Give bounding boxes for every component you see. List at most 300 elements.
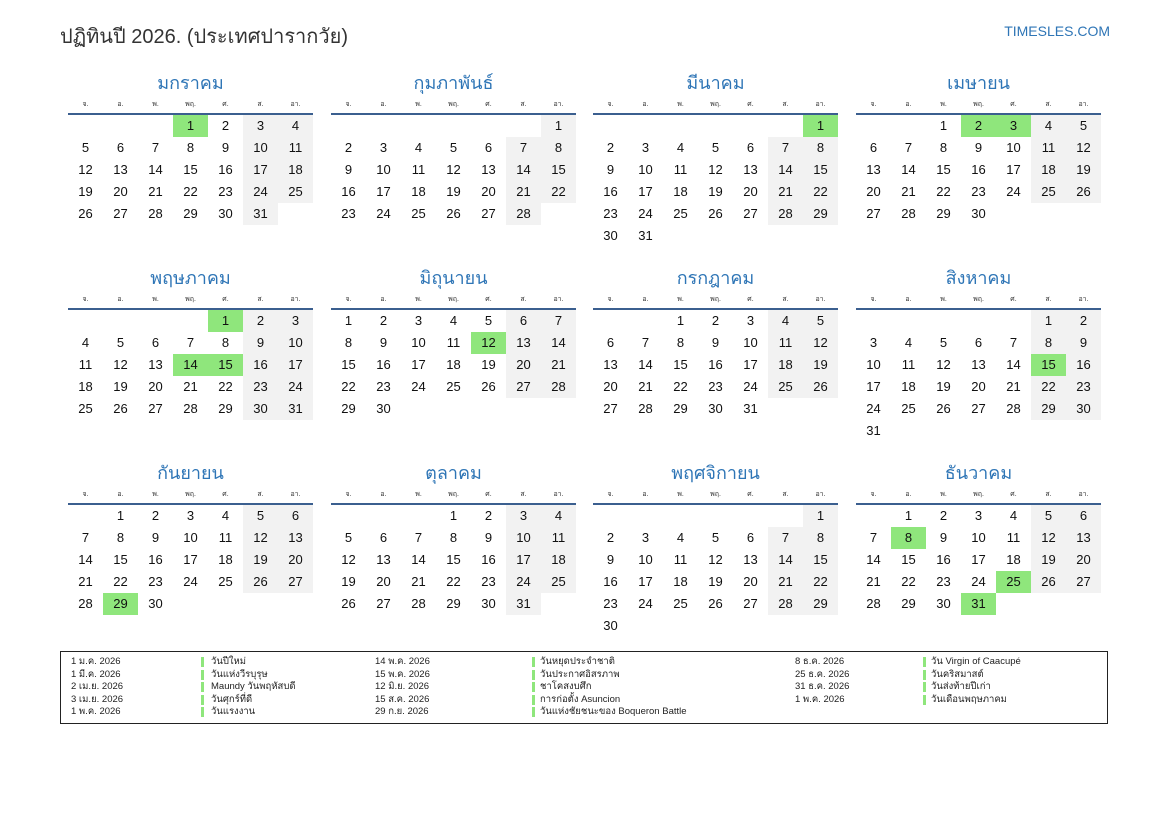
day-cell[interactable]: 14 <box>768 549 803 571</box>
day-cell[interactable]: 16 <box>481 552 496 567</box>
day-cell[interactable]: 16 <box>708 357 723 372</box>
day-cell[interactable]: 12 <box>446 162 461 177</box>
day-cell[interactable]: 28 <box>541 376 576 398</box>
day-cell[interactable]: 14 <box>768 159 803 181</box>
day-cell[interactable]: 22 <box>341 379 356 394</box>
day-cell[interactable]: 26 <box>708 596 723 611</box>
day-cell[interactable]: 31 <box>866 423 881 438</box>
day-cell[interactable]: 14 <box>638 357 653 372</box>
day-cell[interactable]: 22 <box>113 574 128 589</box>
holiday-day-cell[interactable]: 12 <box>471 332 506 354</box>
day-cell[interactable]: 20 <box>743 574 758 589</box>
day-cell[interactable]: 5 <box>344 530 353 545</box>
day-cell[interactable]: 16 <box>1066 354 1101 376</box>
day-cell[interactable]: 15 <box>803 549 838 571</box>
day-cell[interactable]: 3 <box>746 313 755 328</box>
day-cell[interactable]: 14 <box>506 159 541 181</box>
site-link[interactable]: TIMESLES.COM <box>1004 23 1110 39</box>
day-cell[interactable]: 4 <box>414 140 423 155</box>
day-cell[interactable]: 11 <box>673 552 688 567</box>
day-cell[interactable]: 19 <box>243 549 278 571</box>
day-cell[interactable]: 14 <box>541 332 576 354</box>
day-cell[interactable]: 30 <box>148 596 163 611</box>
day-cell[interactable]: 26 <box>803 376 838 398</box>
day-cell[interactable]: 15 <box>541 159 576 181</box>
day-cell[interactable]: 22 <box>218 379 233 394</box>
day-cell[interactable]: 1 <box>803 505 838 527</box>
day-cell[interactable]: 24 <box>506 571 541 593</box>
day-cell[interactable]: 19 <box>78 184 93 199</box>
day-cell[interactable]: 8 <box>221 335 230 350</box>
day-cell[interactable]: 2 <box>606 530 615 545</box>
day-cell[interactable]: 30 <box>481 596 496 611</box>
day-cell[interactable]: 10 <box>638 552 653 567</box>
day-cell[interactable]: 19 <box>446 184 461 199</box>
day-cell[interactable]: 19 <box>1066 159 1101 181</box>
day-cell[interactable]: 19 <box>113 379 128 394</box>
day-cell[interactable]: 13 <box>866 162 881 177</box>
day-cell[interactable]: 5 <box>243 505 278 527</box>
day-cell[interactable]: 25 <box>901 401 916 416</box>
day-cell[interactable]: 21 <box>78 574 93 589</box>
day-cell[interactable]: 9 <box>606 162 615 177</box>
day-cell[interactable]: 1 <box>1031 310 1066 332</box>
day-cell[interactable]: 4 <box>449 313 458 328</box>
day-cell[interactable]: 27 <box>278 571 313 593</box>
day-cell[interactable]: 9 <box>974 140 983 155</box>
day-cell[interactable]: 28 <box>901 206 916 221</box>
day-cell[interactable]: 16 <box>148 552 163 567</box>
day-cell[interactable]: 24 <box>971 574 986 589</box>
day-cell[interactable]: 6 <box>974 335 983 350</box>
day-cell[interactable]: 20 <box>278 549 313 571</box>
day-cell[interactable]: 20 <box>603 379 618 394</box>
holiday-day-cell[interactable]: 1 <box>803 115 838 137</box>
day-cell[interactable]: 23 <box>376 379 391 394</box>
day-cell[interactable]: 16 <box>971 162 986 177</box>
day-cell[interactable]: 25 <box>673 596 688 611</box>
day-cell[interactable]: 28 <box>183 401 198 416</box>
day-cell[interactable]: 21 <box>148 184 163 199</box>
day-cell[interactable]: 26 <box>1066 181 1101 203</box>
day-cell[interactable]: 1 <box>541 115 576 137</box>
day-cell[interactable]: 22 <box>936 184 951 199</box>
day-cell[interactable]: 23 <box>708 379 723 394</box>
day-cell[interactable]: 9 <box>243 332 278 354</box>
day-cell[interactable]: 13 <box>506 332 541 354</box>
day-cell[interactable]: 24 <box>866 401 881 416</box>
day-cell[interactable]: 26 <box>1031 571 1066 593</box>
day-cell[interactable]: 29 <box>936 206 951 221</box>
day-cell[interactable]: 26 <box>113 401 128 416</box>
day-cell[interactable]: 25 <box>1031 181 1066 203</box>
day-cell[interactable]: 3 <box>641 530 650 545</box>
day-cell[interactable]: 8 <box>803 137 838 159</box>
day-cell[interactable]: 11 <box>768 332 803 354</box>
day-cell[interactable]: 5 <box>711 140 720 155</box>
day-cell[interactable]: 28 <box>148 206 163 221</box>
day-cell[interactable]: 5 <box>449 140 458 155</box>
day-cell[interactable]: 28 <box>866 596 881 611</box>
day-cell[interactable]: 17 <box>1006 162 1021 177</box>
day-cell[interactable]: 30 <box>708 401 723 416</box>
day-cell[interactable]: 7 <box>904 140 913 155</box>
day-cell[interactable]: 12 <box>708 552 723 567</box>
day-cell[interactable]: 11 <box>446 335 461 350</box>
day-cell[interactable]: 5 <box>81 140 90 155</box>
day-cell[interactable]: 13 <box>603 357 618 372</box>
day-cell[interactable]: 3 <box>379 140 388 155</box>
day-cell[interactable]: 20 <box>971 379 986 394</box>
day-cell[interactable]: 3 <box>974 508 983 523</box>
day-cell[interactable]: 14 <box>78 552 93 567</box>
day-cell[interactable]: 11 <box>411 162 426 177</box>
day-cell[interactable]: 18 <box>1031 159 1066 181</box>
day-cell[interactable]: 5 <box>939 335 948 350</box>
day-cell[interactable]: 3 <box>186 508 195 523</box>
day-cell[interactable]: 23 <box>1066 376 1101 398</box>
day-cell[interactable]: 10 <box>971 530 986 545</box>
day-cell[interactable]: 6 <box>506 310 541 332</box>
day-cell[interactable]: 25 <box>541 571 576 593</box>
day-cell[interactable]: 23 <box>148 574 163 589</box>
day-cell[interactable]: 20 <box>148 379 163 394</box>
day-cell[interactable]: 9 <box>344 162 353 177</box>
day-cell[interactable]: 4 <box>541 505 576 527</box>
day-cell[interactable]: 28 <box>768 593 803 615</box>
day-cell[interactable]: 10 <box>278 332 313 354</box>
day-cell[interactable]: 5 <box>116 335 125 350</box>
day-cell[interactable]: 7 <box>768 527 803 549</box>
day-cell[interactable]: 12 <box>1066 137 1101 159</box>
day-cell[interactable]: 20 <box>481 184 496 199</box>
day-cell[interactable]: 13 <box>113 162 128 177</box>
day-cell[interactable]: 16 <box>243 354 278 376</box>
day-cell[interactable]: 23 <box>603 596 618 611</box>
day-cell[interactable]: 6 <box>484 140 493 155</box>
day-cell[interactable]: 28 <box>506 203 541 225</box>
day-cell[interactable]: 13 <box>278 527 313 549</box>
day-cell[interactable]: 28 <box>638 401 653 416</box>
day-cell[interactable]: 26 <box>243 571 278 593</box>
day-cell[interactable]: 25 <box>768 376 803 398</box>
day-cell[interactable]: 6 <box>746 530 755 545</box>
day-cell[interactable]: 18 <box>768 354 803 376</box>
day-cell[interactable]: 13 <box>743 552 758 567</box>
day-cell[interactable]: 29 <box>341 401 356 416</box>
day-cell[interactable]: 31 <box>743 401 758 416</box>
day-cell[interactable]: 18 <box>278 159 313 181</box>
day-cell[interactable]: 25 <box>78 401 93 416</box>
day-cell[interactable]: 5 <box>711 530 720 545</box>
day-cell[interactable]: 24 <box>376 206 391 221</box>
day-cell[interactable]: 29 <box>446 596 461 611</box>
day-cell[interactable]: 11 <box>218 530 233 545</box>
day-cell[interactable]: 30 <box>603 618 618 633</box>
day-cell[interactable]: 3 <box>869 335 878 350</box>
day-cell[interactable]: 19 <box>481 357 496 372</box>
day-cell[interactable]: 27 <box>148 401 163 416</box>
day-cell[interactable]: 12 <box>243 527 278 549</box>
day-cell[interactable]: 9 <box>711 335 720 350</box>
day-cell[interactable]: 7 <box>869 530 878 545</box>
day-cell[interactable]: 2 <box>1066 310 1101 332</box>
day-cell[interactable]: 7 <box>768 137 803 159</box>
day-cell[interactable]: 2 <box>344 140 353 155</box>
day-cell[interactable]: 22 <box>1031 376 1066 398</box>
day-cell[interactable]: 17 <box>278 354 313 376</box>
day-cell[interactable]: 8 <box>803 527 838 549</box>
day-cell[interactable]: 5 <box>1031 505 1066 527</box>
day-cell[interactable]: 18 <box>673 574 688 589</box>
day-cell[interactable]: 22 <box>673 379 688 394</box>
day-cell[interactable]: 4 <box>81 335 90 350</box>
day-cell[interactable]: 20 <box>506 354 541 376</box>
day-cell[interactable]: 5 <box>1066 115 1101 137</box>
day-cell[interactable]: 17 <box>506 549 541 571</box>
holiday-day-cell[interactable]: 25 <box>996 571 1031 593</box>
day-cell[interactable]: 25 <box>218 574 233 589</box>
day-cell[interactable]: 25 <box>278 181 313 203</box>
day-cell[interactable]: 19 <box>708 184 723 199</box>
holiday-day-cell[interactable]: 14 <box>173 354 208 376</box>
day-cell[interactable]: 9 <box>939 530 948 545</box>
day-cell[interactable]: 24 <box>278 376 313 398</box>
day-cell[interactable]: 27 <box>743 206 758 221</box>
day-cell[interactable]: 15 <box>183 162 198 177</box>
day-cell[interactable]: 25 <box>673 206 688 221</box>
holiday-day-cell[interactable]: 29 <box>103 593 138 615</box>
day-cell[interactable]: 31 <box>278 398 313 420</box>
day-cell[interactable]: 20 <box>1066 549 1101 571</box>
day-cell[interactable]: 18 <box>411 184 426 199</box>
day-cell[interactable]: 18 <box>673 184 688 199</box>
day-cell[interactable]: 26 <box>341 596 356 611</box>
day-cell[interactable]: 28 <box>411 596 426 611</box>
day-cell[interactable]: 21 <box>1006 379 1021 394</box>
day-cell[interactable]: 22 <box>803 181 838 203</box>
day-cell[interactable]: 4 <box>904 335 913 350</box>
day-cell[interactable]: 23 <box>481 574 496 589</box>
day-cell[interactable]: 31 <box>243 203 278 225</box>
holiday-day-cell[interactable]: 2 <box>961 115 996 137</box>
day-cell[interactable]: 15 <box>673 357 688 372</box>
day-cell[interactable]: 24 <box>743 379 758 394</box>
day-cell[interactable]: 21 <box>901 184 916 199</box>
day-cell[interactable]: 18 <box>446 357 461 372</box>
day-cell[interactable]: 27 <box>866 206 881 221</box>
day-cell[interactable]: 30 <box>243 398 278 420</box>
day-cell[interactable]: 23 <box>218 184 233 199</box>
day-cell[interactable]: 24 <box>243 181 278 203</box>
day-cell[interactable]: 13 <box>481 162 496 177</box>
day-cell[interactable]: 22 <box>446 574 461 589</box>
day-cell[interactable]: 2 <box>221 118 230 133</box>
day-cell[interactable]: 4 <box>1009 508 1018 523</box>
day-cell[interactable]: 9 <box>151 530 160 545</box>
day-cell[interactable]: 26 <box>936 401 951 416</box>
holiday-day-cell[interactable]: 15 <box>1031 354 1066 376</box>
day-cell[interactable]: 15 <box>803 159 838 181</box>
day-cell[interactable]: 24 <box>638 206 653 221</box>
day-cell[interactable]: 6 <box>278 505 313 527</box>
day-cell[interactable]: 27 <box>743 596 758 611</box>
day-cell[interactable]: 4 <box>1031 115 1066 137</box>
day-cell[interactable]: 21 <box>768 181 803 203</box>
day-cell[interactable]: 30 <box>218 206 233 221</box>
day-cell[interactable]: 29 <box>803 203 838 225</box>
day-cell[interactable]: 9 <box>606 552 615 567</box>
day-cell[interactable]: 8 <box>1031 332 1066 354</box>
day-cell[interactable]: 30 <box>936 596 951 611</box>
day-cell[interactable]: 3 <box>414 313 423 328</box>
day-cell[interactable]: 8 <box>676 335 685 350</box>
day-cell[interactable]: 10 <box>1006 140 1021 155</box>
day-cell[interactable]: 29 <box>901 596 916 611</box>
day-cell[interactable]: 12 <box>936 357 951 372</box>
day-cell[interactable]: 1 <box>344 313 353 328</box>
day-cell[interactable]: 27 <box>603 401 618 416</box>
day-cell[interactable]: 29 <box>1031 398 1066 420</box>
day-cell[interactable]: 18 <box>1006 552 1021 567</box>
holiday-day-cell[interactable]: 1 <box>208 310 243 332</box>
day-cell[interactable]: 7 <box>641 335 650 350</box>
day-cell[interactable]: 21 <box>866 574 881 589</box>
day-cell[interactable]: 24 <box>411 379 426 394</box>
day-cell[interactable]: 10 <box>638 162 653 177</box>
day-cell[interactable]: 3 <box>641 140 650 155</box>
day-cell[interactable]: 13 <box>1066 527 1101 549</box>
day-cell[interactable]: 12 <box>1031 527 1066 549</box>
day-cell[interactable]: 14 <box>901 162 916 177</box>
day-cell[interactable]: 17 <box>743 357 758 372</box>
day-cell[interactable]: 16 <box>376 357 391 372</box>
day-cell[interactable]: 4 <box>768 310 803 332</box>
day-cell[interactable]: 26 <box>481 379 496 394</box>
day-cell[interactable]: 29 <box>183 206 198 221</box>
day-cell[interactable]: 4 <box>221 508 230 523</box>
day-cell[interactable]: 2 <box>484 508 493 523</box>
day-cell[interactable]: 17 <box>638 184 653 199</box>
day-cell[interactable]: 13 <box>743 162 758 177</box>
day-cell[interactable]: 11 <box>278 137 313 159</box>
day-cell[interactable]: 22 <box>183 184 198 199</box>
day-cell[interactable]: 9 <box>1066 332 1101 354</box>
day-cell[interactable]: 7 <box>541 310 576 332</box>
day-cell[interactable]: 11 <box>1006 530 1021 545</box>
day-cell[interactable]: 26 <box>78 206 93 221</box>
day-cell[interactable]: 8 <box>449 530 458 545</box>
day-cell[interactable]: 1 <box>939 118 948 133</box>
day-cell[interactable]: 8 <box>116 530 125 545</box>
day-cell[interactable]: 21 <box>638 379 653 394</box>
day-cell[interactable]: 15 <box>113 552 128 567</box>
day-cell[interactable]: 30 <box>376 401 391 416</box>
day-cell[interactable]: 2 <box>939 508 948 523</box>
day-cell[interactable]: 4 <box>676 140 685 155</box>
day-cell[interactable]: 9 <box>379 335 388 350</box>
day-cell[interactable]: 23 <box>936 574 951 589</box>
day-cell[interactable]: 7 <box>1009 335 1018 350</box>
day-cell[interactable]: 8 <box>939 140 948 155</box>
day-cell[interactable]: 28 <box>78 596 93 611</box>
day-cell[interactable]: 27 <box>1066 571 1101 593</box>
day-cell[interactable]: 10 <box>243 137 278 159</box>
day-cell[interactable]: 25 <box>446 379 461 394</box>
day-cell[interactable]: 7 <box>506 137 541 159</box>
day-cell[interactable]: 29 <box>218 401 233 416</box>
day-cell[interactable]: 17 <box>243 159 278 181</box>
day-cell[interactable]: 30 <box>603 228 618 243</box>
day-cell[interactable]: 16 <box>341 184 356 199</box>
day-cell[interactable]: 11 <box>1031 137 1066 159</box>
day-cell[interactable]: 1 <box>449 508 458 523</box>
day-cell[interactable]: 21 <box>183 379 198 394</box>
day-cell[interactable]: 29 <box>673 401 688 416</box>
day-cell[interactable]: 20 <box>113 184 128 199</box>
day-cell[interactable]: 11 <box>541 527 576 549</box>
day-cell[interactable]: 6 <box>116 140 125 155</box>
day-cell[interactable]: 18 <box>218 552 233 567</box>
day-cell[interactable]: 16 <box>603 184 618 199</box>
day-cell[interactable]: 16 <box>936 552 951 567</box>
day-cell[interactable]: 21 <box>541 354 576 376</box>
day-cell[interactable]: 25 <box>411 206 426 221</box>
day-cell[interactable]: 22 <box>541 181 576 203</box>
day-cell[interactable]: 12 <box>803 332 838 354</box>
day-cell[interactable]: 11 <box>901 357 916 372</box>
day-cell[interactable]: 18 <box>541 549 576 571</box>
day-cell[interactable]: 12 <box>341 552 356 567</box>
day-cell[interactable]: 6 <box>746 140 755 155</box>
day-cell[interactable]: 6 <box>606 335 615 350</box>
holiday-day-cell[interactable]: 3 <box>996 115 1031 137</box>
day-cell[interactable]: 23 <box>341 206 356 221</box>
day-cell[interactable]: 3 <box>278 310 313 332</box>
day-cell[interactable]: 11 <box>78 357 93 372</box>
day-cell[interactable]: 10 <box>411 335 426 350</box>
day-cell[interactable]: 6 <box>151 335 160 350</box>
day-cell[interactable]: 5 <box>484 313 493 328</box>
day-cell[interactable]: 24 <box>183 574 198 589</box>
day-cell[interactable]: 6 <box>869 140 878 155</box>
day-cell[interactable]: 13 <box>971 357 986 372</box>
day-cell[interactable]: 2 <box>151 508 160 523</box>
day-cell[interactable]: 27 <box>113 206 128 221</box>
day-cell[interactable]: 8 <box>344 335 353 350</box>
day-cell[interactable]: 19 <box>708 574 723 589</box>
day-cell[interactable]: 30 <box>971 206 986 221</box>
day-cell[interactable]: 27 <box>376 596 391 611</box>
day-cell[interactable]: 19 <box>803 354 838 376</box>
day-cell[interactable]: 17 <box>866 379 881 394</box>
day-cell[interactable]: 3 <box>243 115 278 137</box>
day-cell[interactable]: 14 <box>411 552 426 567</box>
day-cell[interactable]: 17 <box>376 184 391 199</box>
day-cell[interactable]: 10 <box>743 335 758 350</box>
day-cell[interactable]: 2 <box>243 310 278 332</box>
day-cell[interactable]: 17 <box>183 552 198 567</box>
day-cell[interactable]: 18 <box>901 379 916 394</box>
day-cell[interactable]: 7 <box>186 335 195 350</box>
day-cell[interactable]: 30 <box>1066 398 1101 420</box>
day-cell[interactable]: 12 <box>78 162 93 177</box>
day-cell[interactable]: 2 <box>379 313 388 328</box>
day-cell[interactable]: 21 <box>768 571 803 593</box>
day-cell[interactable]: 26 <box>446 206 461 221</box>
day-cell[interactable]: 28 <box>1006 401 1021 416</box>
day-cell[interactable]: 19 <box>341 574 356 589</box>
